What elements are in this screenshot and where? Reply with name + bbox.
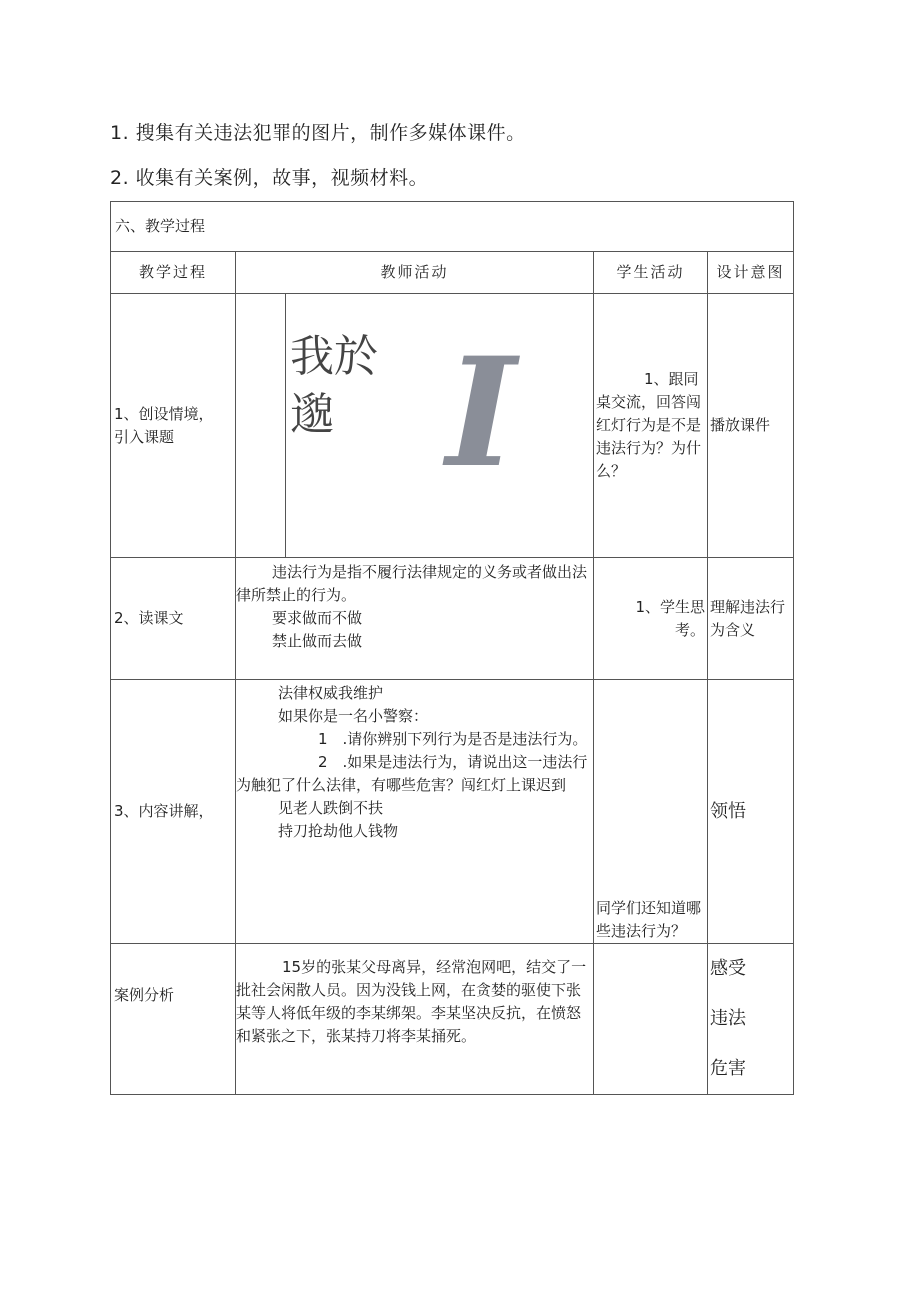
student-cell <box>594 944 708 1095</box>
teacher-text: 2 .如果是违法行为，请说出这一违法行为触犯了什么法律，有哪些危害？闯红灯上课迟到 <box>236 753 588 794</box>
glyph-line: 我於 <box>290 331 378 382</box>
table-row <box>111 944 794 1095</box>
header-student: 学生活动 <box>594 252 708 294</box>
teacher-text: 15岁的张某父母离异，经常泡网吧，结交了一批社会闲散人员。因为没钱上网，在贪婪的驱使下张某等人将低年级的李某绑架。李某坚决反抗，在愤怒和紧张之下，张某持刀将李某捅死。 <box>236 958 587 1045</box>
student-text: 1、学生思考。 <box>635 597 705 639</box>
teaching-process-table <box>110 201 794 1095</box>
teacher-text: 见老人跌倒不扶 <box>278 799 384 817</box>
stage-cell <box>111 294 236 558</box>
intent-line: 违法 <box>710 1008 746 1029</box>
teacher-text: 违法行为是指不履行法律规定的义务或者做出法律所禁止的行为。 <box>236 563 588 604</box>
teacher-cell <box>236 294 594 558</box>
student-cell: 同学们还知道哪些违法行为？ <box>594 680 708 944</box>
intent-line: 危害 <box>710 1058 746 1079</box>
student-cell <box>594 294 708 558</box>
teacher-cell <box>236 944 594 1095</box>
teacher-text: 持刀抢劫他人钱物 <box>278 822 399 840</box>
prep-item-2: 2. 收集有关案例，故事，视频材料。 <box>110 167 429 189</box>
image-glyphs <box>290 328 378 444</box>
teacher-text: 1 .请你辨别下列行为是否是违法行为。 <box>318 730 588 748</box>
teacher-cell <box>236 680 594 944</box>
teacher-text: 禁止做而去做 <box>272 632 363 650</box>
teacher-text: 如果你是一名小警察： <box>278 707 429 725</box>
intent-cell: 理解违法行为含义 <box>708 558 794 680</box>
intent-cell <box>708 944 794 1095</box>
image-letter: I <box>446 325 517 501</box>
header-stage: 教学过程 <box>111 252 236 294</box>
table-row <box>111 680 794 944</box>
teacher-text: 要求做而不做 <box>272 609 363 627</box>
table-row <box>111 294 794 558</box>
intent-cell: 播放课件 <box>708 294 794 558</box>
student-text: 1、跟同桌交流，回答闯红灯行为是不是违法行为？为什么？ <box>596 370 702 480</box>
prep-item-1: 1. 搜集有关违法犯罪的图片，制作多媒体课件。 <box>110 122 526 144</box>
section-title: 六、教学过程 <box>111 202 794 252</box>
image-area <box>286 294 593 557</box>
header-teacher: 教师活动 <box>236 252 594 294</box>
intent-line: 感受 <box>710 958 746 979</box>
header-intent: 设计意图 <box>708 252 794 294</box>
teacher-text: 法律权威我维护 <box>278 684 384 702</box>
slide-image <box>236 294 593 557</box>
table-row <box>111 558 794 680</box>
stage-cell: 2、读课文 <box>111 558 236 680</box>
stage-cell: 3、内容讲解， <box>111 680 236 944</box>
image-margin <box>236 294 286 557</box>
teacher-cell <box>236 558 594 680</box>
student-cell <box>594 558 708 680</box>
stage-cell: 案例分析 <box>111 944 236 1095</box>
intent-cell: 领悟 <box>708 680 794 944</box>
glyph-line: 邈 <box>290 389 334 440</box>
stage-line: 1、创设情境， <box>114 404 214 423</box>
stage-line: 引入课题 <box>114 427 175 446</box>
